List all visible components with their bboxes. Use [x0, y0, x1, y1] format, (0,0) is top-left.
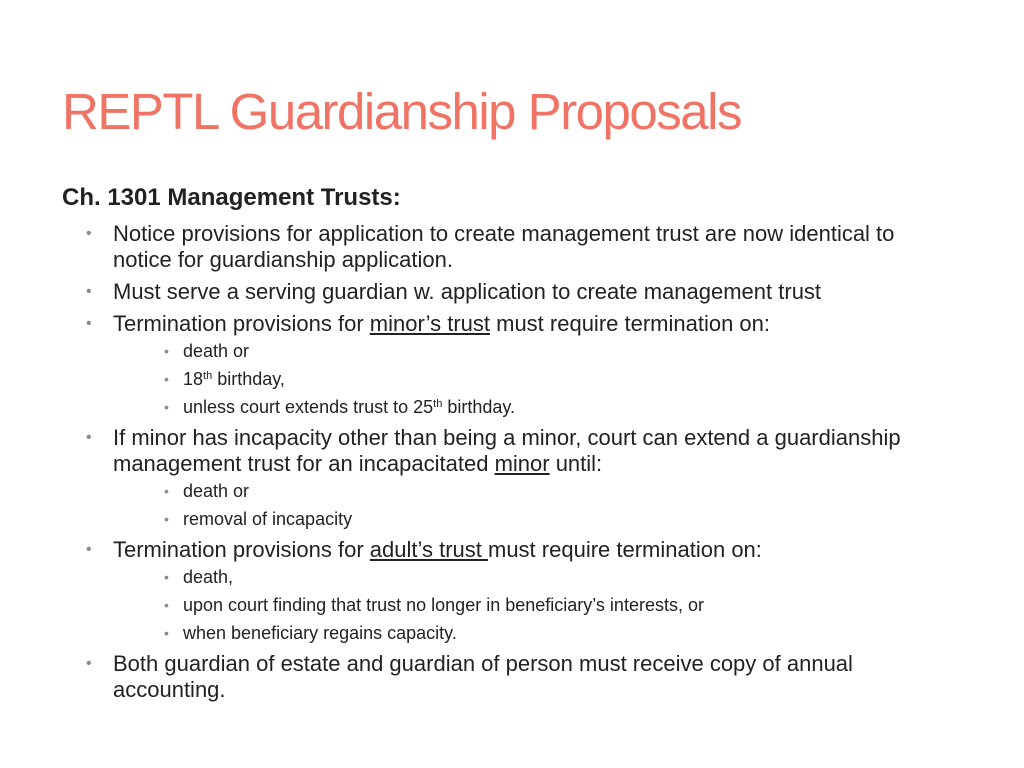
sub-bullet-item — [113, 507, 953, 531]
sub-bullet-text-post: birthday, — [212, 369, 285, 389]
bullet-item-serve-guardian — [62, 279, 953, 305]
sub-bullet-item — [113, 621, 953, 645]
bullet-item-annual-accounting — [62, 651, 953, 703]
sub-bullet-item — [113, 339, 953, 363]
sub-bullet-item — [113, 395, 953, 419]
bullet-text-post: until: — [549, 451, 603, 476]
bullet-list — [62, 221, 982, 703]
sub-bullet-item — [113, 479, 953, 503]
bullet-dot-icon: • — [86, 655, 92, 672]
sub-bullet-text-post: birthday. — [442, 397, 516, 417]
bullet-text-pre: Termination provisions for — [113, 311, 370, 336]
bullet-dot-icon: • — [86, 283, 92, 300]
sub-bullet-text: upon court finding that trust no longer in beneficiary’s interests, or — [183, 595, 704, 615]
sub-bullet-text: when beneficiary regains capacity. — [183, 623, 457, 643]
sub-bullet-text: removal of incapacity — [183, 509, 353, 529]
superscript: th — [433, 398, 443, 410]
sub-bullet-list — [113, 339, 953, 419]
bullet-text: Notice provisions for application to create management trust are now identical to notice for guardianship application. — [113, 221, 895, 272]
sub-bullet-text: death or — [183, 481, 250, 501]
sub-bullet-item — [113, 367, 953, 391]
bullet-text: Must serve a serving guardian w. application to create management trust — [113, 279, 822, 304]
underlined-term: adult’s trust — [369, 537, 488, 562]
bullet-dot-icon: • — [86, 315, 92, 332]
superscript: th — [203, 370, 213, 382]
sub-bullet-dot-icon: • — [164, 511, 169, 527]
sub-bullet-dot-icon: • — [164, 399, 169, 415]
sub-bullet-dot-icon: • — [164, 569, 169, 585]
bullet-dot-icon: • — [86, 225, 92, 242]
slide-content — [62, 183, 982, 709]
section-heading: Ch. 1301 Management Trusts: — [62, 184, 401, 211]
bullet-item-minor-trust-termination — [62, 311, 953, 419]
sub-bullet-text: death, — [183, 567, 234, 587]
sub-bullet-dot-icon: • — [164, 343, 169, 359]
bullet-dot-icon: • — [86, 429, 92, 446]
sub-bullet-item — [113, 593, 953, 617]
sub-bullet-text-pre: 18 — [183, 369, 204, 389]
sub-bullet-text-pre: unless court extends trust to 25 — [183, 397, 434, 417]
sub-bullet-list — [113, 565, 953, 645]
bullet-item-minor-incapacity-extension — [62, 425, 953, 531]
sub-bullet-item — [113, 565, 953, 589]
bullet-item-notice-provisions — [62, 221, 953, 273]
underlined-term: minor’s trust — [369, 311, 490, 336]
bullet-text-pre: If minor has incapacity other than being a minor, court can extend a guardianship management trust for an incapacitated — [113, 425, 901, 476]
bullet-text: Both guardian of estate and guardian of person must receive copy of annual accounting. — [113, 651, 853, 702]
sub-bullet-dot-icon: • — [164, 483, 169, 499]
sub-bullet-dot-icon: • — [164, 625, 169, 641]
bullet-dot-icon: • — [86, 541, 92, 558]
bullet-text-post: must require termination on: — [490, 311, 771, 336]
bullet-text-pre: Termination provisions for — [113, 537, 370, 562]
sub-bullet-list — [113, 479, 953, 531]
sub-bullet-text: death or — [183, 341, 250, 361]
bullet-text-post: must require termination on: — [488, 537, 762, 562]
bullet-item-adult-trust-termination — [62, 537, 953, 645]
slide-title: REPTL Guardianship Proposals — [62, 83, 741, 140]
underlined-term: minor — [494, 451, 550, 476]
sub-bullet-dot-icon: • — [164, 597, 169, 613]
sub-bullet-dot-icon: • — [164, 371, 169, 387]
